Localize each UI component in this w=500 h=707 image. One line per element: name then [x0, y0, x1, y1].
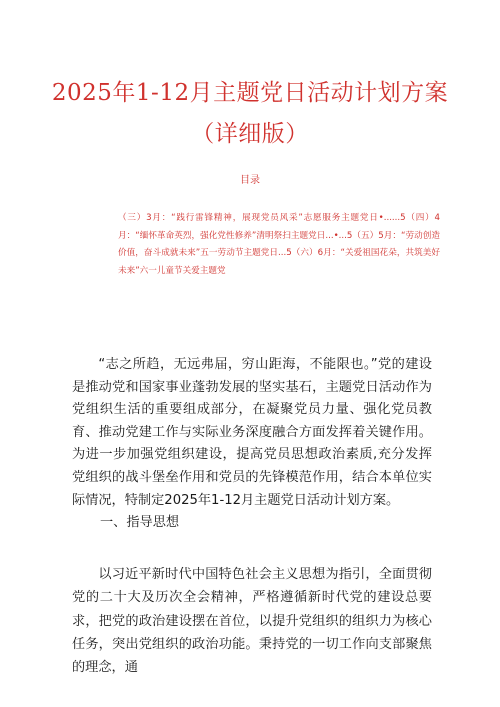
toc-heading: 目录 [240, 175, 260, 186]
document-subtitle: （详细版） [191, 121, 309, 147]
document-title: 2025年1-12月主题党日活动计划方案 [51, 80, 449, 106]
section-heading-guiding-ideology: 一、指导思想 [100, 515, 180, 530]
guiding-ideology-paragraph: 以习近平新时代中国特色社会主义思想为指引，全面贯彻党的二十大及历次全会精神，严格遵循新时代党的建设总要求，把党的政治建设摆在首位，以提升党组织的组织力为核心任务，突出党组织的政治功能。秉持党的一切工作向支部聚焦的理念，通 [72, 567, 432, 676]
intro-paragraph: “志之所趋，无远弗届，穷山距海，不能限也。”党的建设是推动党和国家事业蓬勃发展的坚实基石，主题党日活动作为党组织生活的重要组成部分，在凝聚党员力量、强化党员教育、推动党建工作与实际业务深度融合方面发挥着关键作用。为进一步加强党组织建设，提高党员思想政治素质,充分发挥党组织的战斗堡垒作用和党员的先锋模范作用，结合本单位实际情况，特制定2025年1-12月主题党日活动计划方案。 [72, 357, 432, 508]
table-of-contents: （三）3月：“践行雷锋精神，展现党员风采”志愿服务主题党日•......5（四）4月：“缅怀革命英烈，强化党性修养”清明祭扫主题党日...•...5（五）5月：“劳动创造价值，奋斗成就未来”五一劳动节主题党日...5（六）6月：“关爱祖国花朵，共筑美好未来”六一儿童节关爱主题党 [118, 213, 440, 276]
